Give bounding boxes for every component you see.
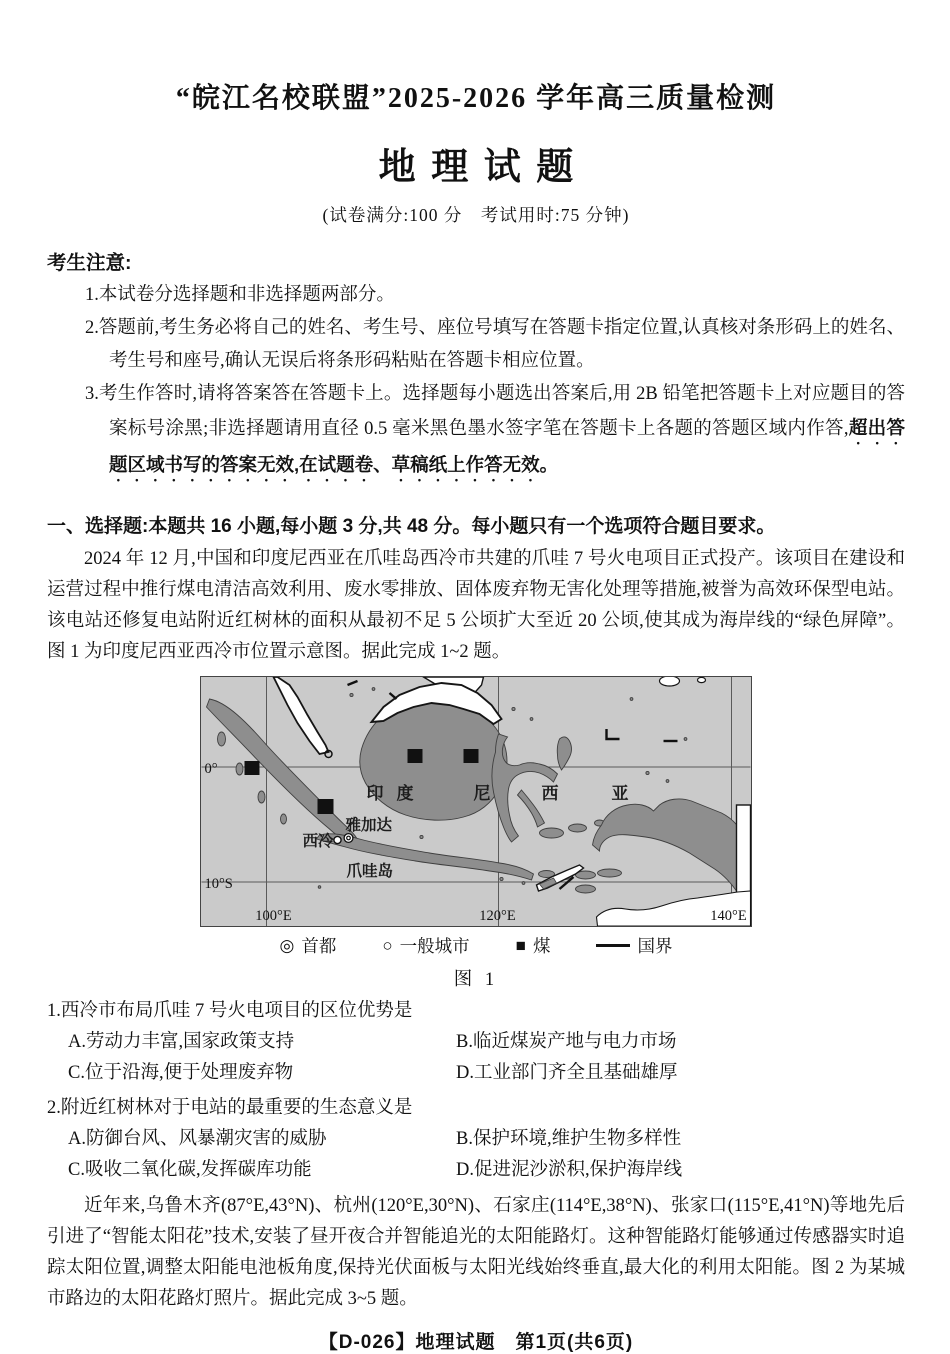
section1-heading: 一、选择题:本题共 16 小题,每小题 3 分,共 48 分。每小题只有一个选项符合题目要求。 bbox=[47, 516, 776, 537]
subject-title: 地理试题 bbox=[378, 146, 589, 187]
exam-title: “皖江名校联盟”2025-2026 学年高三质量检测 bbox=[175, 83, 777, 114]
capital-icon: ◎ bbox=[279, 936, 295, 955]
map-svg bbox=[200, 676, 752, 927]
legend-city-label: 一般城市 bbox=[399, 936, 470, 956]
passage-1: 2024 年 12 月,中国和印度尼西亚在爪哇岛西冷市共建的爪哇 7 号火电项目正式投产。该项目在建设和运营过程中推行煤电清洁高效利用、废水零排放、固体废弃物无害化处理等措施,被誉为高效环保型电站。该电站还修复电站附近红树林的面积从最初不足 5 公顷扩大至近 20 公顷,使其成为海岸线的“绿色屏障”。图 1 为印度尼西亚西冷市位置示意图。据此完成 1~2 题。 bbox=[47, 549, 905, 662]
svg-text:西: 西 bbox=[541, 784, 558, 803]
label-jakarta: 雅加达 bbox=[345, 817, 392, 834]
notice-item-3-num: 3. bbox=[85, 384, 99, 404]
svg-text:度: 度 bbox=[396, 784, 413, 803]
exam-meta: (试卷满分:100 分 考试用时:75 分钟) bbox=[322, 205, 630, 225]
svg-text:印: 印 bbox=[366, 784, 383, 803]
legend-city bbox=[382, 933, 469, 958]
question-2-options bbox=[68, 1124, 905, 1185]
legend-capital-label: 首都 bbox=[301, 936, 337, 956]
map-legend bbox=[200, 933, 753, 958]
border-line-icon bbox=[596, 944, 630, 947]
notice-item-2 bbox=[47, 312, 905, 378]
label-100e: 100°E bbox=[254, 908, 292, 924]
figure-1-caption: 图 1 bbox=[453, 970, 499, 990]
notice-item-2-num: 2. bbox=[85, 318, 99, 338]
notice-item-3 bbox=[47, 378, 905, 485]
notice-item-3-text: 考生作答时,请将答案答在答题卡上。选择题每小题选出答案后,用 2B 铅笔把答题卡上对应题目的答案标号涂黑;非选择题请用直径 0.5 毫米黑色墨水签字笔在答题卡上各题的答题区域内作答, bbox=[98, 384, 905, 439]
notice-item-1-text: 本试卷分选择题和非选择题两部分。 bbox=[98, 285, 395, 305]
label-140e: 140°E bbox=[709, 908, 747, 924]
q2-option-d: D.促进泥沙淤积,保护海岸线 bbox=[456, 1159, 683, 1180]
label-java: 爪哇岛 bbox=[346, 863, 393, 880]
legend-coal-label: 煤 bbox=[532, 936, 551, 956]
q1-option-b: B.临近煤炭产地与电力市场 bbox=[456, 1032, 677, 1052]
q2-option-a: A.防御台风、风暴潮灾害的威胁 bbox=[68, 1129, 327, 1149]
notice-heading: 考生注意: bbox=[47, 252, 132, 274]
figure-map bbox=[200, 676, 753, 958]
question-1 bbox=[47, 995, 905, 1088]
coal-icon: ■ bbox=[515, 936, 526, 955]
label-equator: 0° bbox=[204, 761, 218, 777]
q2-option-b: B.保护环境,维护生物多样性 bbox=[456, 1129, 682, 1149]
city-icon-serang bbox=[333, 836, 340, 843]
svg-text:尼: 尼 bbox=[473, 784, 490, 803]
question-1-options bbox=[68, 1027, 905, 1088]
legend-capital bbox=[280, 933, 337, 958]
svg-text:亚: 亚 bbox=[611, 784, 628, 803]
label-120e: 120°E bbox=[478, 908, 516, 924]
figure-1 bbox=[47, 676, 905, 991]
legend-border bbox=[596, 933, 672, 958]
question-2-stem: 2.附近红树林对于电站的最重要的生态意义是 bbox=[47, 1098, 413, 1118]
capital-icon-jakarta bbox=[344, 834, 353, 843]
question-2 bbox=[47, 1092, 905, 1185]
notice-item-1-num: 1. bbox=[85, 285, 99, 305]
legend-border-label: 国界 bbox=[637, 936, 673, 956]
question-1-stem: 1.西冷市布局爪哇 7 号火电项目的区位优势是 bbox=[47, 1001, 413, 1021]
notice-list bbox=[47, 279, 905, 485]
q1-option-a: A.劳动力丰富,国家政策支持 bbox=[68, 1032, 295, 1052]
city-icon: ○ bbox=[382, 936, 393, 955]
q1-option-d: D.工业部门齐全且基础雄厚 bbox=[456, 1062, 678, 1083]
label-serang: 西冷 bbox=[302, 833, 334, 850]
page-footer: 【D-026】地理试题 第1页(共6页) bbox=[318, 1332, 634, 1353]
legend-coal bbox=[516, 933, 551, 958]
notice-item-2-text: 答题前,考生务必将自己的姓名、考生号、座位号填写在答题卡指定位置,认真核对条形码上的姓名、考生号和座号,确认无误后将条形码粘贴在答题卡相应位置。 bbox=[98, 318, 905, 371]
notice-item-1 bbox=[47, 279, 905, 312]
notice-item-3-emphasis: 超出答题区域书写的答案无效,在试题卷、草稿纸上作答无效。 bbox=[109, 417, 905, 475]
label-10s: 10°S bbox=[204, 876, 233, 892]
passage-2: 近年来,乌鲁木齐(87°E,43°N)、杭州(120°E,30°N)、石家庄(114°E,38°N)、张家口(115°E,41°N)等地先后引进了“智能太阳花”技术,安装了昼开夜合并智能追光的太阳能路灯。这种智能路灯能够通过传感器实时追踪太阳位置,调整太阳能电池板角度,保持光伏面板与太阳光线始终垂直,最大化的利用太阳能。图 2 为某城市路边的太阳花路灯照片。据此完成 3~5 题。 bbox=[47, 1196, 905, 1309]
q1-option-c: C.位于沿海,便于处理废弃物 bbox=[68, 1062, 294, 1083]
q2-option-c: C.吸收二氧化碳,发挥碳库功能 bbox=[68, 1159, 312, 1180]
